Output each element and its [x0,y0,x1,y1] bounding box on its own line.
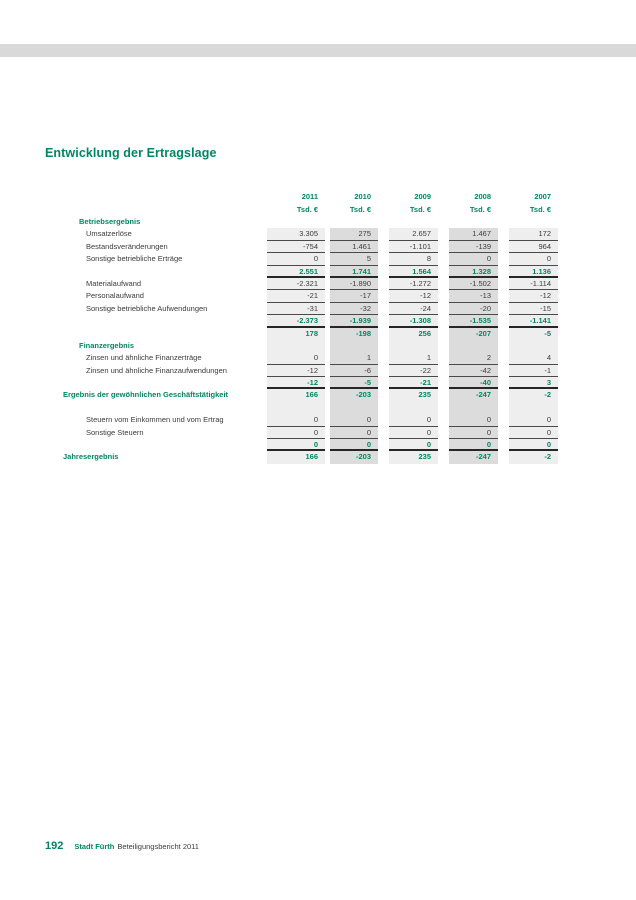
value-cell [509,216,558,228]
value-cell: 0 [389,414,438,426]
table-row [45,253,558,265]
row-label [45,315,267,327]
value-cell: -21 [267,290,325,302]
value-cell: -6 [330,365,378,377]
value-cell: -754 [267,241,325,253]
value-cell: -13 [449,290,498,302]
value-cell: 178 [267,328,325,340]
column-header-unit: Tsd. € [469,205,491,214]
value-cell: -1.502 [449,278,498,290]
value-cell: 1.328 [449,266,498,278]
column-header-unit: Tsd. € [349,205,371,214]
value-cell: 235 [389,389,438,401]
value-cell: -1.114 [509,278,558,290]
value-cell: -20 [449,303,498,315]
table-row [45,389,558,401]
value-cell: -1.535 [449,315,498,327]
value-cell: 1 [389,352,438,364]
value-cell: -139 [449,241,498,253]
table-row [45,439,558,451]
column-header-year: 2007 [534,192,551,201]
value-cell: 166 [267,451,325,463]
table-body [45,216,558,464]
value-cell: -1.890 [330,278,378,290]
value-cell: 3 [509,377,558,389]
value-cell: 1.741 [330,266,378,278]
value-cell: 2.657 [389,228,438,240]
table-row [45,340,558,352]
value-cell: 256 [389,328,438,340]
row-label: Sonstige betriebliche Aufwendungen [86,303,208,313]
value-cell: 166 [267,389,325,401]
table-row [45,451,558,463]
row-label [45,377,267,389]
value-cell: -1.101 [389,241,438,253]
page-title: Entwicklung der Ertragslage [45,146,217,160]
value-cell: -12 [267,365,325,377]
value-cell: -198 [330,328,378,340]
value-cell: -2 [509,389,558,401]
value-cell: -12 [509,290,558,302]
value-cell [267,216,325,228]
row-label: Zinsen und ähnliche Finanzaufwendungen [86,365,227,375]
value-cell: 2 [449,352,498,364]
value-cell: 0 [267,414,325,426]
value-cell: 0 [509,414,558,426]
value-cell: 1.461 [330,241,378,253]
value-cell: 0 [267,253,325,265]
value-cell: 0 [509,253,558,265]
value-cell: 0 [330,427,378,439]
value-cell: -5 [330,377,378,389]
value-cell [330,340,378,352]
value-cell: -5 [509,328,558,340]
column-header-year: 2010 [354,192,371,201]
table-row [45,352,558,364]
top-decoration-bar [0,44,636,57]
value-cell: 5 [330,253,378,265]
table-row [45,328,558,340]
value-cell: -247 [449,451,498,463]
value-cell: 0 [267,352,325,364]
row-label: Ergebnis der gewöhnlichen Geschäftstätigkeit [63,390,229,400]
value-cell: -24 [389,303,438,315]
row-label: Jahresergebnis [63,452,119,462]
earnings-table [45,190,558,464]
row-label [45,439,267,451]
table-row [45,414,558,426]
value-cell [389,340,438,352]
value-cell: 0 [449,253,498,265]
row-label [45,328,267,340]
value-cell: 1 [330,352,378,364]
value-cell: 0 [267,427,325,439]
value-cell: 0 [509,439,558,451]
value-cell [509,402,558,414]
row-label [45,266,267,278]
value-cell: -2 [509,451,558,463]
value-cell [449,402,498,414]
value-cell: 3.305 [267,228,325,240]
row-label [45,402,267,414]
column-header-years-row [267,190,558,203]
table-row [45,427,558,439]
value-cell: -22 [389,365,438,377]
table-row [45,303,558,315]
value-cell: -12 [267,377,325,389]
value-cell: -17 [330,290,378,302]
value-cell: -207 [449,328,498,340]
value-cell: 0 [449,427,498,439]
value-cell: 0 [330,414,378,426]
value-cell: -31 [267,303,325,315]
value-cell: 0 [330,439,378,451]
table-row [45,365,558,377]
value-cell: -2.321 [267,278,325,290]
value-cell: 0 [267,439,325,451]
table-row [45,241,558,253]
value-cell: -1.939 [330,315,378,327]
value-cell: 0 [449,414,498,426]
row-label: Sonstige betriebliche Erträge [86,254,183,264]
value-cell [389,216,438,228]
value-cell: -32 [330,303,378,315]
value-cell: -1.141 [509,315,558,327]
value-cell [389,402,438,414]
table-row [45,278,558,290]
value-cell: 275 [330,228,378,240]
column-header-year: 2009 [414,192,431,201]
value-cell: -203 [330,451,378,463]
value-cell: 0 [449,439,498,451]
value-cell: -21 [389,377,438,389]
column-header-unit: Tsd. € [529,205,551,214]
value-cell: -2.373 [267,315,325,327]
value-cell [267,340,325,352]
row-label: Finanzergebnis [79,340,135,350]
value-cell: 0 [509,427,558,439]
value-cell: -203 [330,389,378,401]
value-cell: 172 [509,228,558,240]
column-header-units-row [267,203,558,216]
value-cell [449,216,498,228]
row-label: Bestandsveränderungen [86,241,168,251]
value-cell: -1.272 [389,278,438,290]
page-number: 192 [45,840,64,852]
row-label: Steuern vom Einkommen und vom Ertrag [86,415,224,425]
value-cell: 1.564 [389,266,438,278]
value-cell: -12 [389,290,438,302]
value-cell: 2.551 [267,266,325,278]
value-cell [267,402,325,414]
row-label: Betriebsergebnis [79,217,141,226]
column-header-year: 2008 [474,192,491,201]
value-cell: -15 [509,303,558,315]
table-row [45,402,558,414]
footer [45,840,199,852]
row-label: Personalaufwand [86,291,144,301]
row-label: Sonstige Steuern [86,427,144,437]
value-cell: 1.136 [509,266,558,278]
value-cell [509,340,558,352]
footer-text: Beteiligungsbericht 2011 [117,842,199,851]
value-cell: 4 [509,352,558,364]
column-header-unit: Tsd. € [409,205,431,214]
value-cell: -247 [449,389,498,401]
table-row [45,228,558,240]
row-label: Materialaufwand [86,278,142,288]
value-cell: -1 [509,365,558,377]
row-label: Zinsen und ähnliche Finanzerträge [86,353,202,363]
value-cell: 964 [509,241,558,253]
value-cell: -42 [449,365,498,377]
table-row [45,377,558,389]
value-cell: -1.308 [389,315,438,327]
table-row [45,266,558,278]
table-row [45,290,558,302]
value-cell [449,340,498,352]
table-row [45,315,558,327]
value-cell [330,402,378,414]
value-cell: 1.467 [449,228,498,240]
footer-brand: Stadt Fürth [74,842,115,851]
value-cell: -40 [449,377,498,389]
column-header-unit: Tsd. € [296,205,318,214]
value-cell: 8 [389,253,438,265]
value-cell: 0 [389,427,438,439]
column-header-year: 2011 [301,192,318,201]
table-row [45,216,558,228]
row-label: Umsatzerlöse [86,229,132,239]
value-cell: 0 [389,439,438,451]
value-cell [330,216,378,228]
value-cell: 235 [389,451,438,463]
